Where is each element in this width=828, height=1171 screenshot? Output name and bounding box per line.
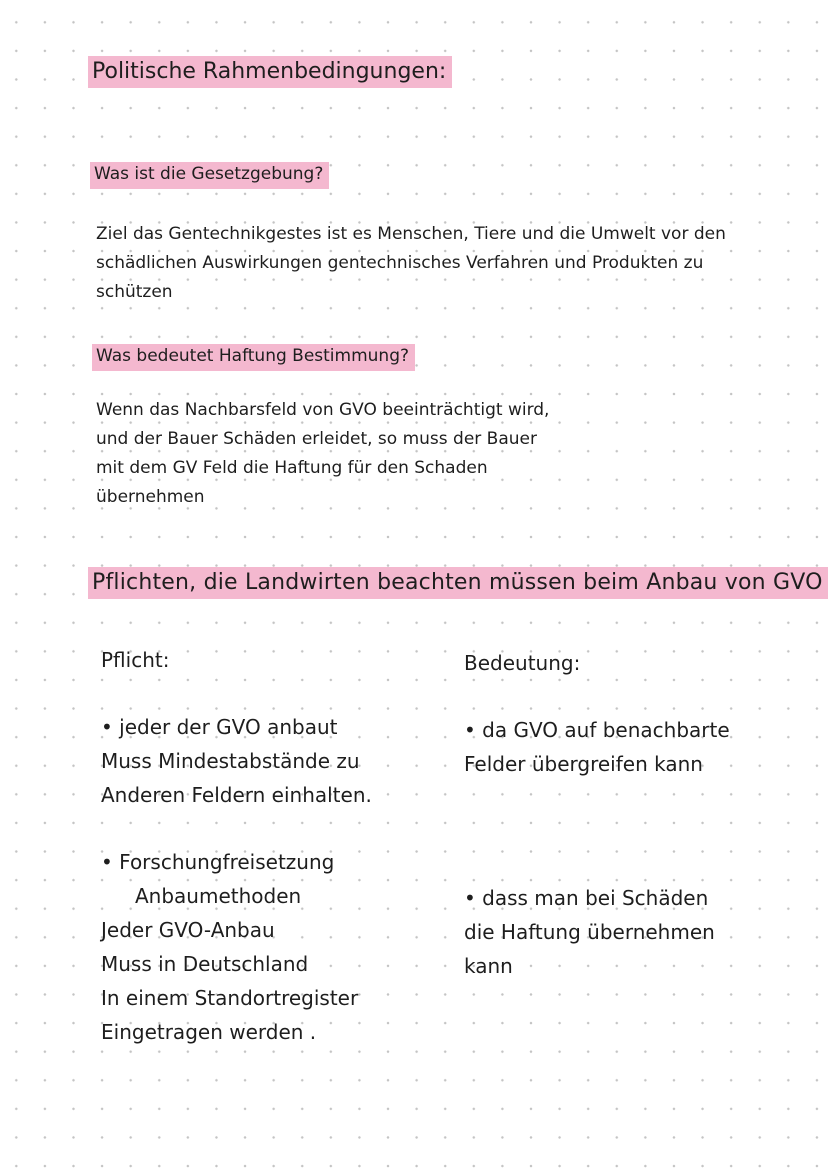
duties-title: Pflichten, die Landwirten beachten müssen beim Anbau von GVO <box>88 567 828 599</box>
liability-answer <box>96 396 549 512</box>
meaning-line: kann <box>464 954 513 978</box>
legislation-answer-line: schützen <box>96 282 173 302</box>
column-heading-duty: Pflicht: <box>101 648 170 672</box>
legislation-answer <box>96 220 726 307</box>
legislation-answer-line: schädlichen Auswirkungen gentechnisches Verfahren und Produkten zu <box>96 253 704 273</box>
duty-line: Muss in Deutschland <box>101 952 309 976</box>
duty-item-distance <box>101 710 372 812</box>
duty-line: Muss Mindestabstände zu <box>101 749 360 773</box>
duty-line: • jeder der GVO anbaut <box>101 715 338 739</box>
meaning-item-spread <box>464 713 730 781</box>
liability-answer-line: Wenn das Nachbarsfeld von GVO beeinträchtigt wird, <box>96 400 550 420</box>
liability-answer-line: und der Bauer Schäden erleidet, so muss der Bauer <box>96 429 537 449</box>
duty-line: Eingetragen werden . <box>101 1020 317 1044</box>
main-title: Politische Rahmenbedingungen: <box>88 56 452 88</box>
meaning-line: die Haftung übernehmen <box>464 920 715 944</box>
duty-line: In einem Standortregister <box>101 986 359 1010</box>
duty-line: Anbaumethoden <box>135 884 302 908</box>
duty-line: • Forschungfreisetzung <box>101 850 335 874</box>
column-heading-meaning: Bedeutung: <box>464 651 581 675</box>
legislation-answer-line: Ziel das Gentechnikgestes ist es Menschen, Tiere und die Umwelt vor den <box>96 224 726 244</box>
liability-answer-line: mit dem GV Feld die Haftung für den Schaden <box>96 458 488 478</box>
meaning-item-liability <box>464 881 715 983</box>
duty-line: Jeder GVO-Anbau <box>101 918 275 942</box>
meaning-line: • dass man bei Schäden <box>464 886 709 910</box>
meaning-line: • da GVO auf benachbarte <box>464 718 730 742</box>
duty-item-register <box>101 845 358 1049</box>
liability-answer-line: übernehmen <box>96 487 205 507</box>
heading-liability-question: Was bedeutet Haftung Bestimmung? <box>92 344 415 371</box>
heading-legislation-question: Was ist die Gesetzgebung? <box>90 162 329 189</box>
meaning-line: Felder übergreifen kann <box>464 752 703 776</box>
duty-line: Anderen Feldern einhalten. <box>101 783 372 807</box>
